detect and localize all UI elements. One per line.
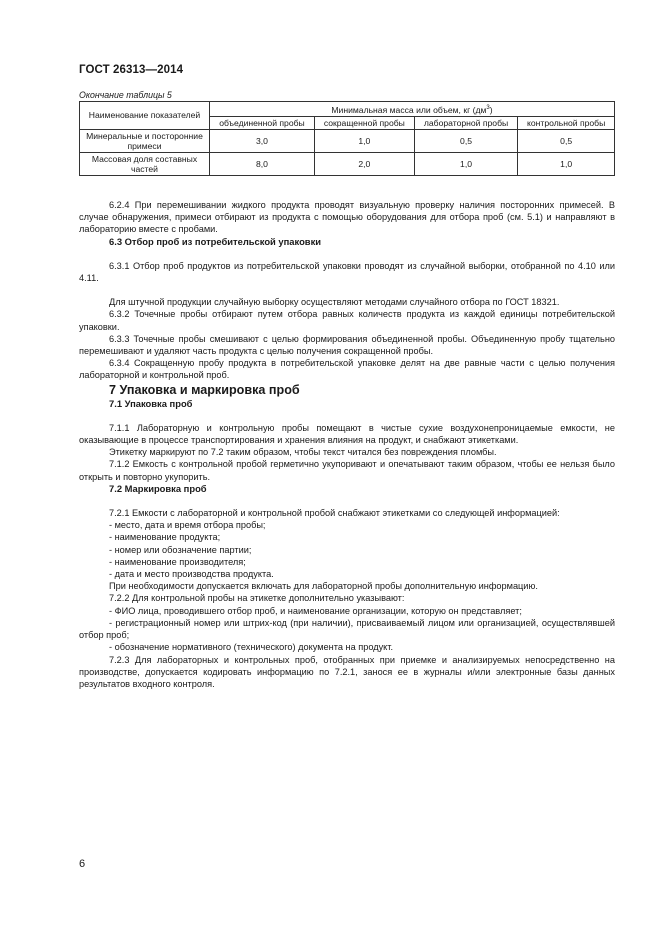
col-header-group-tail: ) — [489, 104, 493, 115]
col-header-indicator: Наименование показателей — [80, 102, 210, 130]
paragraph-6-3-1: 6.3.1 Отбор проб продуктов из потребительской упаковки проводят из случайной выборки, отобранной по 4.10 или 4.11. — [79, 260, 615, 284]
document-body — [79, 199, 615, 690]
heading-7-1: 7.1 Упаковка проб — [109, 397, 193, 409]
cell-value: 0,5 — [518, 129, 615, 152]
list-item: - номер или обозначение партии; — [109, 544, 252, 555]
row-name: Минеральные и посторонние примеси — [80, 129, 210, 152]
paragraph-6-3-2: 6.3.2 Точечные пробы отбирают путем отбора равных количеств продукта из каждой единицы потребительской упаковки. — [79, 309, 615, 332]
heading-7-2: 7.2 Маркировка проб — [109, 482, 207, 494]
list-item: - наименование производителя; — [109, 556, 246, 567]
col-header-group-text: Минимальная масса или объем, кг (дм — [331, 104, 487, 115]
table-caption: Окончание таблицы 5 — [79, 90, 172, 100]
cell-value: 2,0 — [314, 152, 414, 175]
table-row — [80, 152, 615, 175]
paragraph-7-1-2: 7.1.2 Емкость с контрольной пробой герметично укупоривают и опечатывают таким образом, чтобы ее нельзя было открыть и повторно укупорить. — [79, 459, 615, 482]
paragraph-7-2-1b: При необходимости допускается включать для лабораторной пробы дополнительную информацию. — [109, 581, 538, 592]
cell-value: 8,0 — [210, 152, 315, 175]
cell-value: 3,0 — [210, 129, 315, 152]
cell-value: 1,0 — [414, 152, 518, 175]
table-header-row — [80, 102, 615, 117]
paragraph-6-3-4: 6.3.4 Сокращенную пробу продукта в потребительской упаковке делят на две равные части с целью получения лабораторной и контрольной проб. — [79, 358, 615, 381]
paragraph-6-3-1b: Для штучной продукции случайную выборку осуществляют методами случайного отбора по ГОСТ 18321. — [109, 297, 560, 308]
list-item: - наименование продукта; — [109, 532, 221, 543]
list-item: - место, дата и время отбора пробы; — [109, 520, 266, 531]
cell-value: 1,0 — [518, 152, 615, 175]
page-number: 6 — [79, 858, 86, 870]
paragraph-7-2-1: 7.2.1 Емкости с лабораторной и контрольной пробой снабжают этикетками со следующей информацией: — [109, 508, 560, 519]
table-row — [80, 129, 615, 152]
paragraph-6-2-4: 6.2.4 При перемешивании жидкого продукта проводят визуальную проверку наличия посторонних примесей. В случае обнаружения, примеси отбирают из продукта с помощью оборудования для отбора проб (см. 5.1) и направляют в лабораторию вместе с пробами. — [79, 200, 615, 235]
heading-6-3: 6.3 Отбор проб из потребительской упаковки — [109, 235, 322, 247]
paragraph-7-2-3: 7.2.3 Для лабораторных и контрольных проб, отобранных при приемке и анализируемых непосредственно на производстве, допускается кодировать информацию по 7.2.1, занося ее в журналы и/или электронные базы данных результатов входного контроля. — [79, 654, 615, 689]
col-header-group-sup: 3 — [486, 105, 490, 111]
list-item: - регистрационный номер или штрих-код (при наличии), присваиваемый лицом или организацией, осуществлявшей отбор проб; — [79, 617, 615, 641]
paragraph-7-2-2: 7.2.2 Для контрольной пробы на этикетке дополнительно указывают: — [109, 593, 405, 604]
paragraph-7-1-1: 7.1.1 Лабораторную и контрольную пробы помещают в чистые сухие воздухонепроницаемые емкости, не оказывающие в процессе транспортирования и хранения влияния на продукт, и снабжают этикетками. — [79, 422, 615, 446]
col-header-laboratory: лабораторной пробы — [414, 116, 518, 129]
cell-value: 1,0 — [314, 129, 414, 152]
col-header-control: контрольной пробы — [518, 116, 615, 129]
paragraph-7-1-1b: Этикетку маркируют по 7.2 таким образом, чтобы текст читался без повреждения пломбы. — [109, 447, 497, 458]
document-code: ГОСТ 26313—2014 — [79, 64, 184, 76]
heading-section-7: 7 Упаковка и маркировка проб — [109, 382, 300, 397]
row-name: Массовая доля составных частей — [80, 152, 210, 175]
cell-value: 0,5 — [414, 129, 518, 152]
col-header-reduced: сокращенной пробы — [314, 116, 414, 129]
list-item: - ФИО лица, проводившего отбор проб, и наименование организации, которую он представляет; — [109, 605, 522, 616]
list-item: - дата и место производства продукта. — [109, 569, 274, 580]
col-header-combined: объединенной пробы — [210, 116, 315, 129]
paragraph-6-3-3: 6.3.3 Точечные пробы смешивают с целью формирования объединенной пробы. Объединенную пробу тщательно перемешивают и удаляют часть продукта с целью получения сокращенной пробы. — [79, 333, 615, 357]
list-item: - обозначение нормативного (технического) документа на продукт. — [109, 642, 394, 653]
col-header-group — [210, 102, 615, 117]
table-5 — [79, 101, 615, 176]
